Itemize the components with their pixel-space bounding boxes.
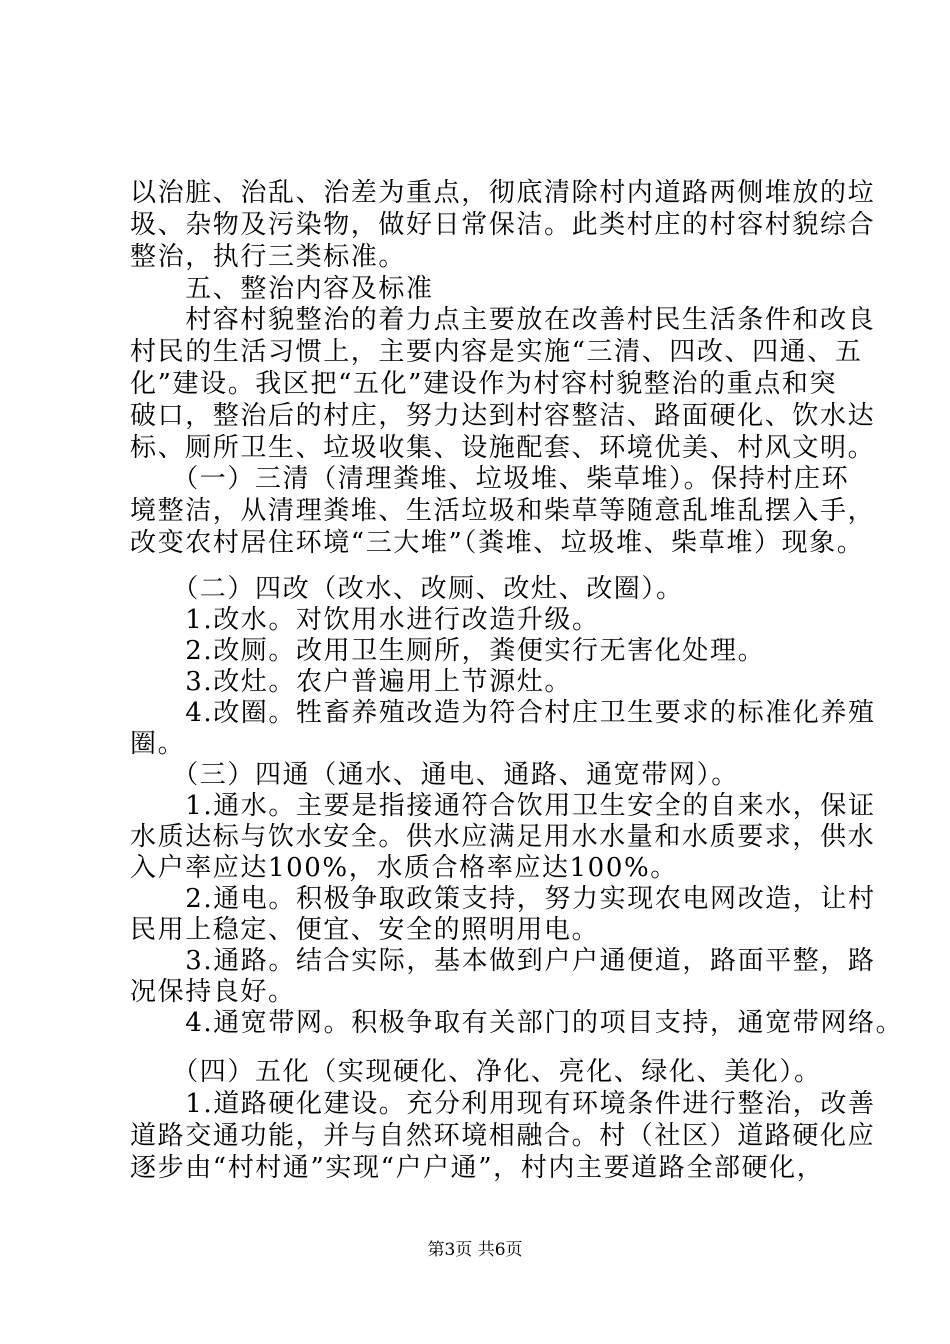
text-line: 破口，整治后的村庄，努力达到村容整洁、路面硬化、饮水达 [130, 401, 876, 431]
text-line: 以治脏、治乱、治差为重点，彻底清除村内道路两侧堆放的垃 [130, 178, 876, 208]
text-line: 3.改灶。农户普遍用上节源灶。 [130, 667, 573, 697]
text-line: 1.改水。对饮用水进行改造升级。 [130, 605, 600, 635]
text-line: 入户率应达100%，水质合格率应达100%。 [130, 853, 678, 883]
page-footer: 第3页 共6页 [427, 1240, 523, 1260]
text-line: 民用上稳定、便宜、安全的照明用电。 [130, 915, 600, 945]
text-line: 改变农村居住环境“三大堆”（粪堆、垃圾堆、柴草堆）现象。 [130, 528, 865, 558]
text-line: 3.通路。结合实际，基本做到户户通便道，路面平整，路 [130, 946, 876, 976]
text-line: 村容村貌整治的着力点主要放在改善村民生活条件和改良 [130, 305, 876, 335]
text-line: 圈。 [130, 729, 186, 759]
text-line: 2.通电。积极争取政策支持，努力实现农电网改造，让村 [130, 884, 876, 914]
text-line: （二）四改（改水、改厕、改灶、改圈）。 [130, 574, 684, 604]
text-line: 况保持良好。 [130, 977, 296, 1007]
text-line: （一）三清（清理粪堆、垃圾堆、柴草堆）。保持村庄环 [130, 464, 850, 494]
text-line: 圾、杂物及污染物，做好日常保洁。此类村庄的村容村貌综合 [130, 210, 876, 240]
text-line: 逐步由“村村通”实现“户户通”，村内主要道路全部硬化， [130, 1153, 825, 1183]
text-line: 境整洁，从清理粪堆、生活垃圾和柴草等随意乱堆乱摆入手， [130, 496, 876, 526]
text-line: 道路交通功能，并与自然环境相融合。村（社区）道路硬化应 [130, 1121, 876, 1151]
text-line: 1.通水。主要是指接通符合饮用卫生安全的自来水，保证 [130, 791, 876, 821]
text-line: 标、厕所卫生、垃圾收集、设施配套、环境优美、村风文明。 [130, 433, 876, 463]
text-line: （四）五化（实现硬化、净化、亮化、绿化、美化）。 [130, 1057, 822, 1087]
text-line: 水质达标与饮水安全。供水应满足用水水量和水质要求，供水 [130, 822, 876, 852]
section-heading: 五、整治内容及标准 [130, 274, 434, 304]
text-line: 4.改圈。牲畜养殖改造为符合村庄卫生要求的标准化养殖 [130, 698, 876, 728]
text-line: 1.道路硬化建设。充分利用现有环境条件进行整治，改善 [130, 1089, 876, 1119]
text-line: 化”建设。我区把“五化”建设作为村容村貌整治的重点和突 [130, 369, 838, 399]
text-line: 整治，执行三类标准。 [130, 242, 407, 272]
text-line: 4.通宽带网。积极争取有关部门的项目支持，通宽带网络。 [130, 1008, 904, 1038]
text-line: 2.改厕。改用卫生厕所，粪便实行无害化处理。 [130, 636, 766, 666]
text-line: 村民的生活习惯上，主要内容是实施“三清、四改、四通、五 [130, 337, 863, 367]
text-line: （三）四通（通水、通电、通路、通宽带网）。 [130, 760, 739, 790]
